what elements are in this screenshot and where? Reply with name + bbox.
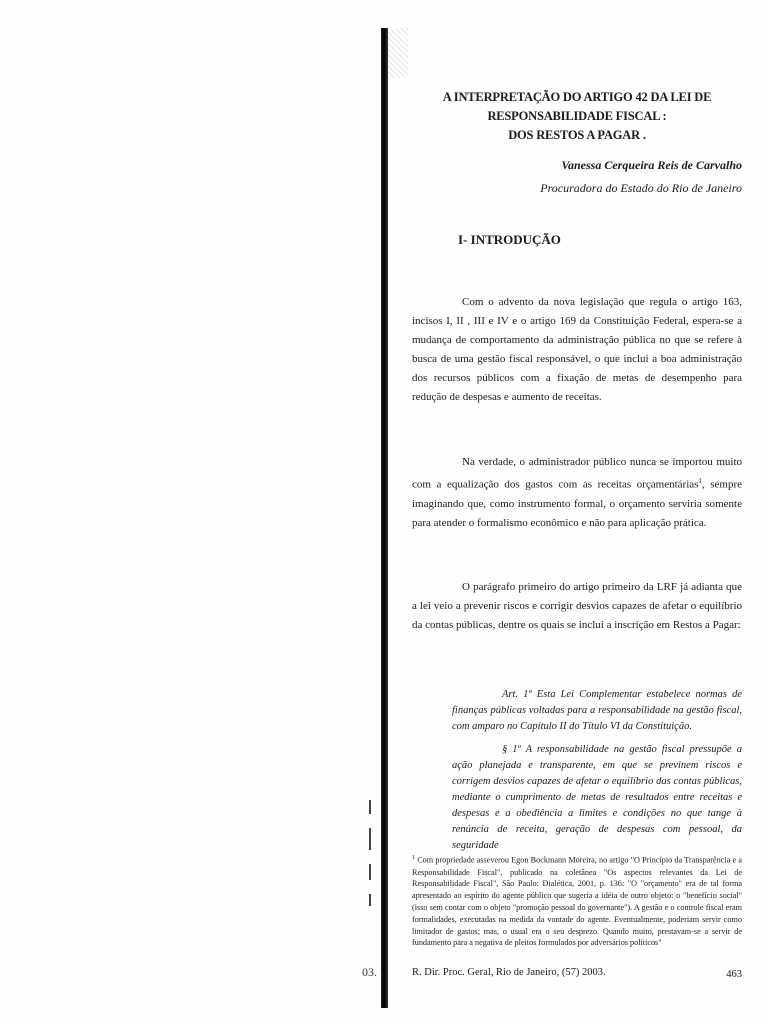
book-spine-shadow [381, 28, 388, 1008]
paragraph-3: O parágrafo primeiro do artigo primeiro da LRF já adianta que a lei veio a prevenir riscos e corrigir desvios capazes de afetar o equilíbrio da contas públicas, dentre os quais se inclui a inscrição em Restos a Pagar: [412, 581, 742, 631]
document-page [412, 0, 742, 1024]
block-quote-article-1: Art. 1º Esta Lei Complementar estabelece normas de finanças públicas voltadas para a responsabilidade na gestão fiscal, com amparo no Capítulo II do Título VI da Constituição. [452, 688, 742, 732]
section-heading: I- INTRODUÇÃO [458, 232, 561, 247]
footnote-reference: 1 [698, 477, 702, 485]
paragraph-2 [412, 453, 742, 533]
author-affiliation: Procuradora do Estado do Rio de Janeiro [540, 181, 742, 195]
author-name: Vanessa Cerqueira Reis de Carvalho [561, 158, 742, 172]
title-line-1: A INTERPRETAÇÃO DO ARTIGO 42 DA LEI DE RESPONSABILIDADE FISCAL : [442, 90, 712, 123]
title-line-2: DOS RESTOS A PAGAR . [508, 128, 646, 142]
paragraph-2-text-a: Na verdade, o administrador público nunca se importou muito com a equalização dos gastos com as receitas orçamentárias [412, 456, 742, 491]
left-page-number: 03. [362, 965, 377, 979]
left-page-edge [0, 0, 382, 1024]
footnote-number: 1 [412, 855, 415, 861]
block-quote-paragraph-1: § 1º A responsabilidade na gestão fiscal pressupõe a ação planejada e transparente, em que se previnem riscos e corrigem desvios capazes de afetar o equilíbrio das contas públicas, mediante o cumprimento de metas de resultados entre receitas e despesas e a obediência a limites e condições no que tange à renúncia de receita, geração de despesas com pessoal, da seguridade [452, 743, 742, 851]
footnote-text: Com propriedade asseverou Egon Bockmann Moreira, no artigo "O Princípio da Transparência e a Responsabilidade Fiscal", publicado na coletânea "Os aspectos relevantes da Lei de Responsabilidade Fiscal", São Paulo: Dialética, 2001, p. 136: "O "orçamento" era de tal forma apresentado ao espírito do agente público que sugeria a idéia de outro objeto: o "benefício social" (isso sem contar com o objeto "promoção pessoal do governante"). A gestão e o controle fiscal eram formalidades, executadas na medida da vontade do agente. Eventualmente, poderiam servir como limitador de gastos; mas, o usual era o seu desprezo. Quando muito, prestavam-se a servir de fundamento para a negativa de pleitos formulados por adversários políticos" [412, 855, 742, 948]
page-number: 463 [726, 969, 742, 980]
scan-noise [388, 28, 408, 78]
paragraph-1: Com o advento da nova legislação que regula o artigo 163, incisos I, II , III e IV e o artigo 169 da Constituição Federal, espera-se a mudança de comportamento da administração pública no que se refere à busca de uma gestão fiscal responsável, o que inclui a boa administração dos recursos públicos com a fixação de metas de desempenho para redução de despesas e aumento de receitas. [412, 296, 742, 403]
article-title [412, 88, 742, 145]
journal-reference: R. Dir. Proc. Geral, Rio de Janeiro, (57) 2003. [412, 967, 606, 978]
footnote [412, 853, 742, 949]
margin-marks [368, 800, 372, 940]
paragraph-2-text-b: , sempre imaginando que, como instrumento formal, o orçamento serviria somente para atender o formalismo econômico e não para aplicação prática. [412, 478, 743, 529]
